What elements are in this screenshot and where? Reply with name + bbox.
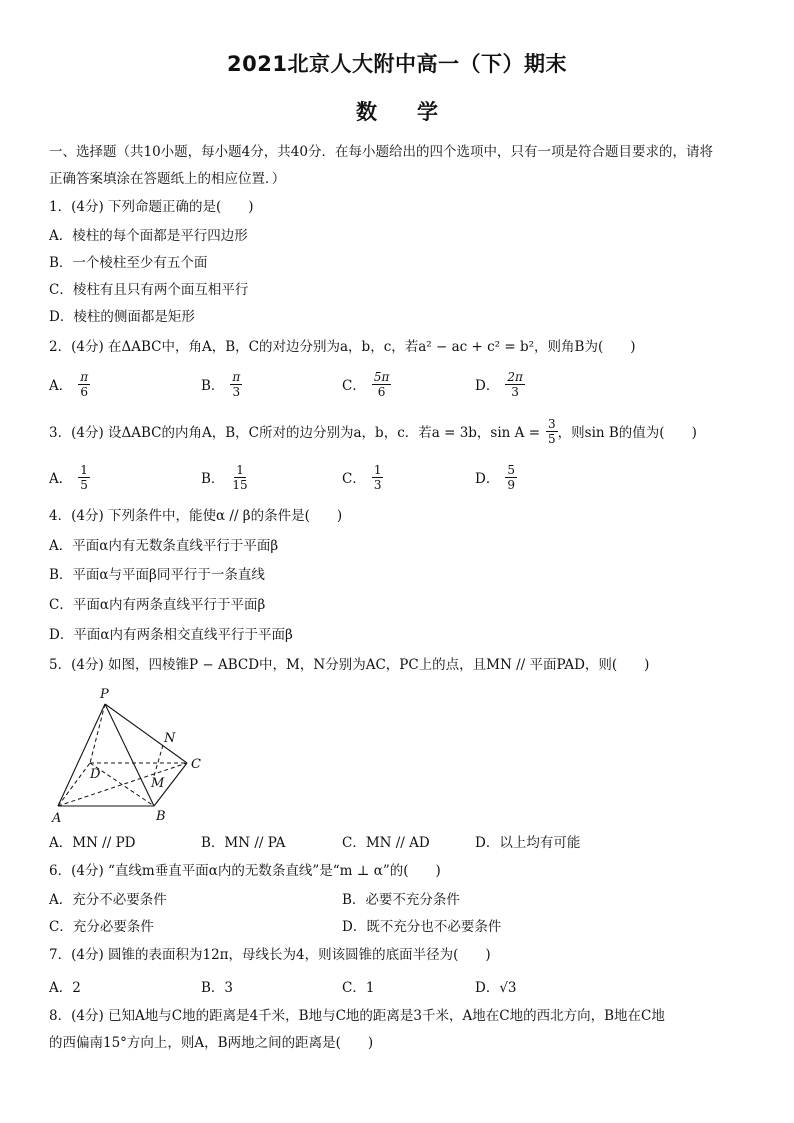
- q7-option-d: D．√3: [475, 980, 517, 996]
- q1-option-a: A．棱柱的每个面都是平行四边形: [49, 228, 248, 244]
- q6-option-a: A．充分不必要条件: [49, 892, 167, 908]
- label-D: D: [90, 767, 101, 782]
- q2-option-a-fraction: $\frac{\pi}{6}$: [80, 369, 89, 399]
- q2-stem: 2．(4分) 在ΔABC中，角A，B，C的对边分别为a，b，c，若a² − ac + c² = b²，则角B为( ): [49, 339, 636, 355]
- q1-option-d: D．棱柱的侧面都是矩形: [49, 309, 195, 325]
- q1-option-b: B．一个棱柱至少有五个面: [49, 255, 208, 271]
- label-C: C: [191, 757, 201, 772]
- q3-option-a: A． $\frac{1}{5}$: [49, 462, 88, 492]
- edge-PA: [58, 704, 105, 806]
- edge-PB: [105, 704, 154, 806]
- q3-option-d: D． $\frac{5}{9}$: [475, 462, 515, 492]
- q2-option-b: B． $\frac{\pi}{3}$: [201, 369, 241, 399]
- pyramid-diagram: [50, 686, 220, 826]
- q8-stem-line-2: 的西偏南15°方向上，则A，B两地之间的距离是( ): [49, 1035, 374, 1051]
- edge-AD: [58, 763, 90, 806]
- subject-title: 数学: [356, 100, 478, 124]
- q4-option-a: A．平面α内有无数条直线平行于平面β: [49, 538, 279, 554]
- q2-option-b-fraction: $\frac{\pi}{3}$: [232, 369, 241, 399]
- section-instructions-line-2: 正确答案填涂在答题纸上的相应位置．）: [49, 171, 286, 187]
- q3-stem-fraction: $\frac{3}{5}$: [548, 416, 556, 446]
- q2-option-a: A． $\frac{\pi}{6}$: [49, 369, 89, 399]
- q7-option-c: C．1: [342, 980, 375, 996]
- q4-stem: 4．(4分) 下列条件中，能使α // β的条件是( ): [49, 508, 343, 524]
- pyramid-solid-edges: [58, 704, 187, 806]
- q3-options: [49, 460, 749, 494]
- q7-option-b: B．3: [201, 980, 234, 996]
- q4-option-c: C．平面α内有两条直线平行于平面β: [49, 597, 266, 613]
- label-A: A: [52, 811, 62, 826]
- edge-PD: [90, 704, 105, 763]
- q3-stem: 3．(4分) 设ΔABC的内角A，B，C所对的边分别为a，b，c．若a = 3b，sin A = $\frac{3}{5}$ ，则sin B的值为( ): [49, 416, 697, 446]
- q6-option-b: B．必要不充分条件: [342, 892, 460, 908]
- q4-option-b: B．平面α与平面β同平行于一条直线: [49, 567, 265, 583]
- q2-options: [49, 367, 749, 401]
- label-M: M: [151, 776, 165, 791]
- q2-option-d-fraction: $\frac{2\pi}{3}$: [507, 369, 523, 399]
- q5-option-a: A．MN // PD: [49, 835, 136, 851]
- label-B: B: [156, 809, 166, 824]
- q3-option-b: B． $\frac{1}{15}$: [201, 462, 248, 492]
- q2-option-c: C． $\frac{5\pi}{6}$: [342, 369, 390, 399]
- page-title: 2021北京人大附中高一（下）期末: [227, 52, 567, 76]
- q2-option-c-fraction: $\frac{5\pi}{6}$: [373, 369, 390, 399]
- q5-option-b: B．MN // PA: [201, 835, 286, 851]
- q6-stem: 6．(4分) “直线m垂直平面α内的无数条直线”是“m ⊥ α”的( ): [49, 863, 441, 879]
- pyramid-hidden-edges: [58, 704, 187, 806]
- segment-MN: [154, 745, 163, 776]
- q4-option-d: D．平面α内有两条相交直线平行于平面β: [49, 627, 293, 643]
- q8-stem-line-1: 8．(4分) 已知A地与C地的距离是4千米，B地与C地的距离是3千米，A地在C地的西北方向，B地在C地: [49, 1008, 665, 1024]
- q1-option-c: C．棱柱有且只有两个面互相平行: [49, 282, 249, 298]
- q3-option-c: C． $\frac{1}{3}$: [342, 462, 382, 492]
- q7-option-a: A．2: [49, 980, 81, 996]
- q5-option-c: C．MN // AD: [342, 835, 430, 851]
- label-N: N: [164, 731, 176, 746]
- section-instructions-line-1: 一、选择题（共10小题，每小题4分，共40分．在每小题给出的四个选项中，只有一项是符合题目要求的，请将: [49, 144, 713, 160]
- q6-option-c: C．充分必要条件: [49, 919, 154, 935]
- q1-stem: 1．(4分) 下列命题正确的是( ): [49, 199, 254, 215]
- label-P: P: [100, 687, 109, 702]
- q5-option-d: D．以上均有可能: [475, 835, 581, 851]
- q7-stem: 7．(4分) 圆锥的表面积为12π，母线长为4，则该圆锥的底面半径为( ): [49, 947, 491, 963]
- q6-option-d: D．既不充分也不必要条件: [342, 919, 502, 935]
- q5-stem: 5．(4分) 如图，四棱锥P − ABCD中，M，N分别为AC，PC上的点，且MN // 平面PAD，则( ): [49, 657, 650, 673]
- q2-option-d: D． $\frac{2\pi}{3}$: [475, 369, 523, 399]
